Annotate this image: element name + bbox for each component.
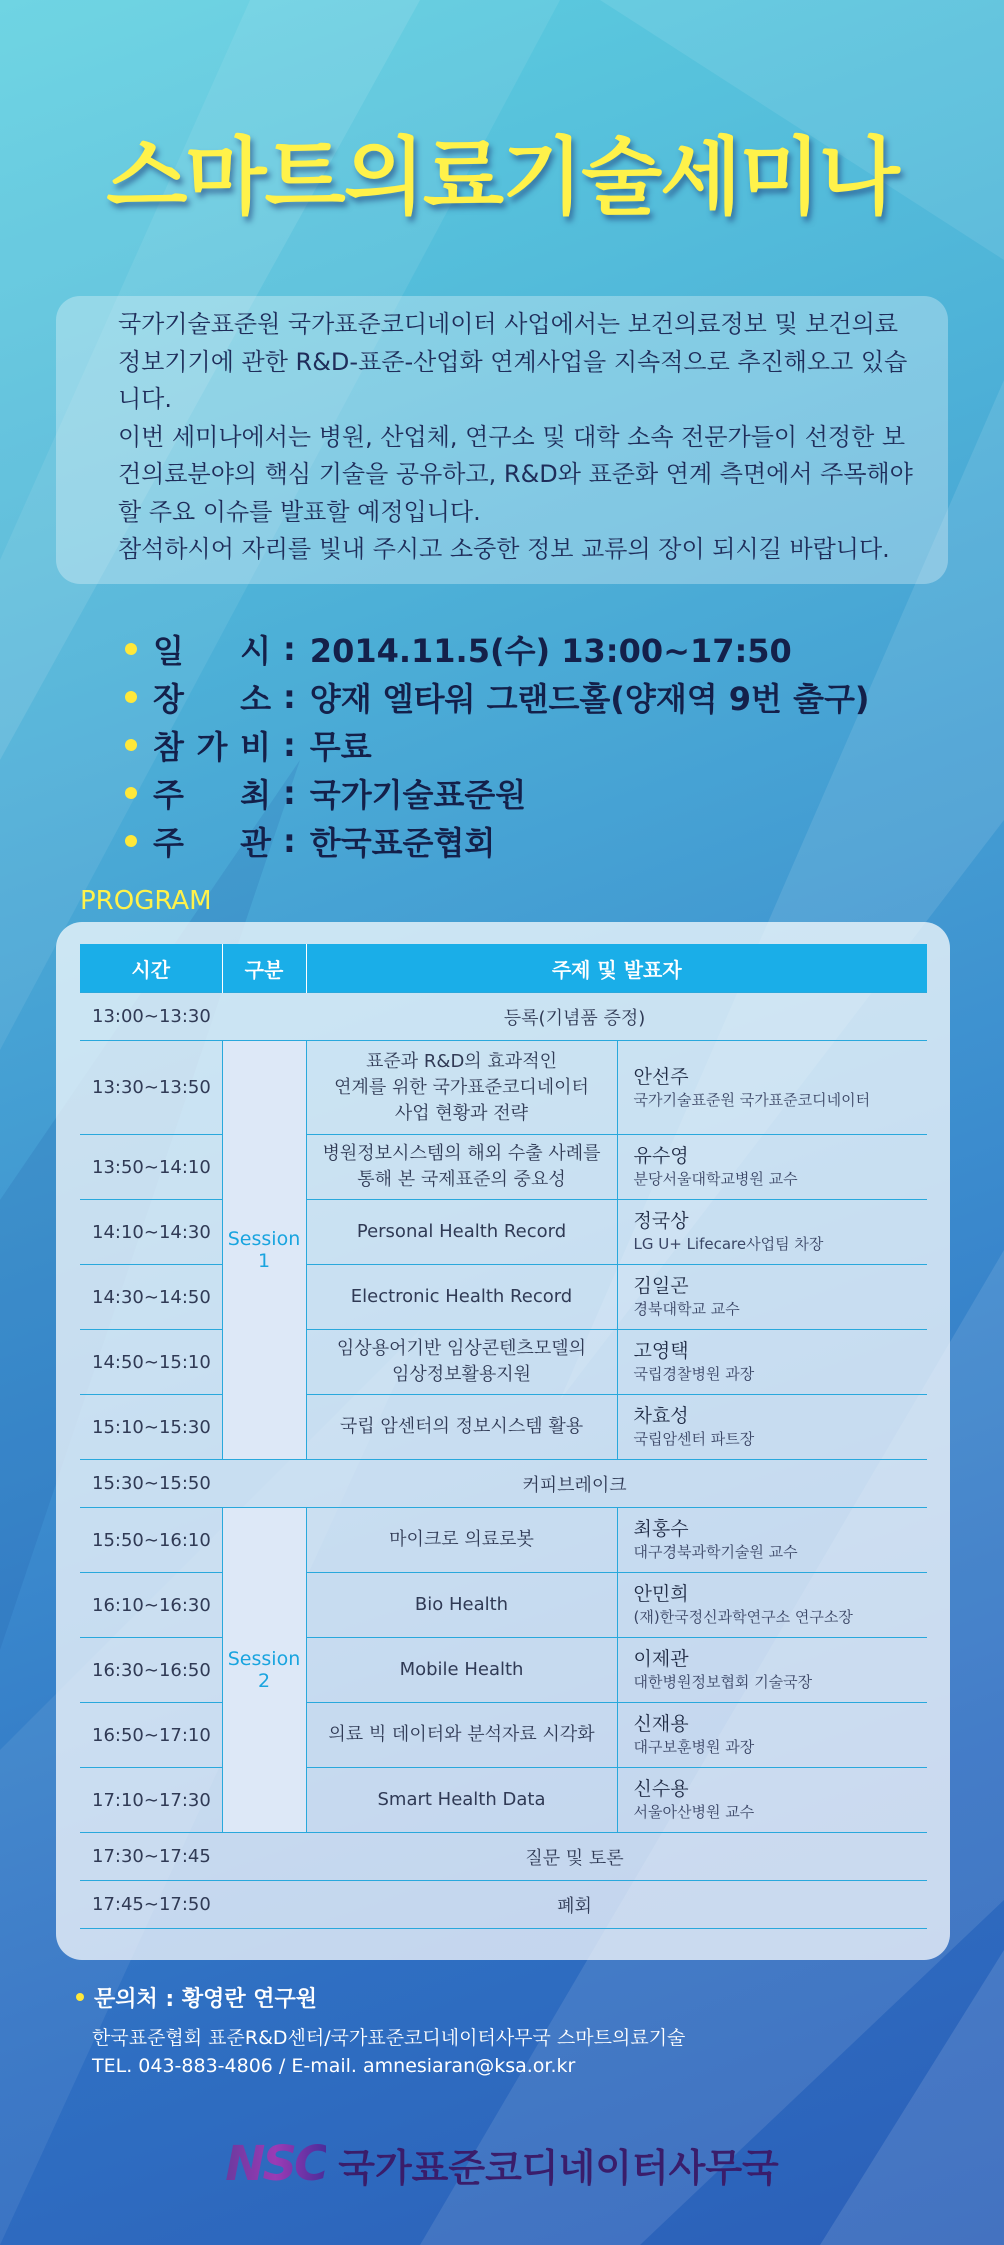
table-header-row — [80, 944, 927, 993]
contact-line2: 한국표준협회 표준R&D센터/국가표준코디네이터사무국 스마트의료기술 — [92, 2027, 686, 2049]
table-row — [80, 1703, 927, 1768]
info-organizer: 주 관 : 한국표준협회 — [125, 817, 870, 865]
program-panel — [56, 922, 950, 1960]
speaker-affiliation: 국립암센터 파트장 — [633, 1430, 755, 1448]
row-speaker — [617, 1200, 927, 1265]
speaker-affiliation: 분당서울대학교병원 교수 — [633, 1170, 798, 1188]
speaker-name: 신수용 — [633, 1778, 689, 1800]
speaker-name: 유수영 — [633, 1145, 689, 1167]
row-time: 13:30∼13:50 — [80, 1041, 222, 1135]
row-time: 13:50∼14:10 — [80, 1135, 222, 1200]
row-time: 14:30∼14:50 — [80, 1265, 222, 1330]
session-1-label: Session 1 — [222, 1041, 306, 1460]
row-topic: Personal Health Record — [306, 1200, 617, 1265]
row-time: 15:50∼16:10 — [80, 1508, 222, 1573]
table-row — [80, 1638, 927, 1703]
info-value: 국가기술표준원 — [309, 776, 527, 814]
row-time: 15:30∼15:50 — [80, 1460, 222, 1508]
contact-info — [76, 1980, 685, 2080]
bullet-icon — [125, 691, 137, 703]
info-label: 참 가 비 — [153, 728, 271, 766]
row-speaker — [617, 1330, 927, 1395]
contact-detail — [92, 2024, 685, 2080]
footer — [0, 2132, 1004, 2196]
info-value: 무료 — [309, 728, 372, 766]
info-label: 장 소 — [153, 680, 271, 718]
row-time: 15:10∼15:30 — [80, 1395, 222, 1460]
seminar-title: 스마트의료기술세미나 — [106, 128, 898, 226]
intro-text: 국가기술표준원 국가표준코디네이터 사업에서는 보건의료정보 및 보건의료정보기기에 관한 R&D-표준-산업화 연계사업을 지속적으로 추진해오고 있습니다. 이번 세미나에서는 병원, 산업체, 연구소 및 대학 소속 전문가들이 선정한 보건의료분야의 핵심 기술을 공유하고, R&D와 표준화 연계 측면에서 주목해야할 주요 이슈를 발표할 예정입니다. 참석하시어 자리를 빛내 주시고 소중한 정보 교류의 장이 되시길 바랍니다. — [118, 310, 913, 563]
row-topic: 병원정보시스템의 해외 수출 사례를 통해 본 국제표준의 중요성 — [306, 1135, 617, 1200]
speaker-affiliation: 서울아산병원 교수 — [633, 1803, 755, 1821]
contact-line1: 문의처 : 황영란 연구원 — [94, 1986, 318, 2012]
row-speaker — [617, 1395, 927, 1460]
row-speaker — [617, 1703, 927, 1768]
intro-box — [56, 296, 948, 584]
row-time: 16:10∼16:30 — [80, 1573, 222, 1638]
row-topic: 국립 암센터의 정보시스템 활용 — [306, 1395, 617, 1460]
row-speaker — [617, 1265, 927, 1330]
speaker-affiliation: 경북대학교 교수 — [633, 1300, 740, 1318]
row-speaker — [617, 1508, 927, 1573]
speaker-affiliation: (재)한국정신과학연구소 연구소장 — [633, 1608, 853, 1626]
speaker-affiliation: 대한병원정보협회 기술국장 — [633, 1673, 813, 1691]
header-session: 구분 — [222, 944, 306, 993]
row-time: 17:30∼17:45 — [80, 1833, 222, 1881]
nsc-logo — [225, 2136, 778, 2192]
info-date: 일 시 : 2014.11.5(수) 13:00∼17:50 — [125, 625, 870, 673]
org-name: 국가표준코디네이터사무국 — [338, 2145, 779, 2190]
row-time: 13:00∼13:30 — [80, 993, 222, 1041]
info-label: 주 최 — [153, 776, 271, 814]
row-time: 16:50∼17:10 — [80, 1703, 222, 1768]
row-speaker — [617, 1768, 927, 1833]
table-row — [80, 993, 927, 1041]
speaker-name: 최홍수 — [633, 1518, 689, 1540]
row-speaker — [617, 1041, 927, 1135]
logo-mark: NSC — [225, 2136, 327, 2192]
speaker-affiliation: 국가기술표준원 국가표준코디네이터 — [633, 1090, 871, 1109]
program-heading: PROGRAM — [80, 886, 212, 916]
row-time: 17:10∼17:30 — [80, 1768, 222, 1833]
bullet-icon — [125, 643, 137, 655]
speaker-affiliation: LG U+ Lifecare사업팀 차장 — [633, 1235, 824, 1253]
header-topic: 주제 및 발표자 — [306, 944, 927, 993]
table-row — [80, 1508, 927, 1573]
row-time: 14:50∼15:10 — [80, 1330, 222, 1395]
table-row — [80, 1833, 927, 1881]
row-full: 폐회 — [222, 1881, 927, 1929]
speaker-name: 정국상 — [633, 1210, 689, 1232]
speaker-name: 이제관 — [633, 1648, 689, 1670]
row-speaker — [617, 1135, 927, 1200]
row-topic: Mobile Health — [306, 1638, 617, 1703]
contact-person — [76, 1980, 685, 2014]
info-fee: 참 가 비 : 무료 — [125, 721, 870, 769]
row-full: 질문 및 토론 — [222, 1833, 927, 1881]
table-row — [80, 1041, 927, 1135]
row-topic: Smart Health Data — [306, 1768, 617, 1833]
row-full: 커피브레이크 — [222, 1460, 927, 1508]
bullet-icon — [125, 739, 137, 751]
row-speaker — [617, 1638, 927, 1703]
table-row — [80, 1265, 927, 1330]
table-row — [80, 1200, 927, 1265]
row-time: 14:10∼14:30 — [80, 1200, 222, 1265]
info-host: 주 최 : 국가기술표준원 — [125, 769, 870, 817]
table-row — [80, 1881, 927, 1929]
table-row — [80, 1330, 927, 1395]
row-topic: 표준과 R&D의 효과적인 연계를 위한 국가표준코디네이터 사업 현황과 전략 — [306, 1041, 617, 1135]
info-value: 2014.11.5(수) 13:00∼17:50 — [309, 632, 792, 670]
row-topic: Bio Health — [306, 1573, 617, 1638]
speaker-name: 신재용 — [633, 1713, 689, 1735]
event-info — [125, 625, 870, 865]
row-topic: 마이크로 의료로봇 — [306, 1508, 617, 1573]
bullet-icon — [125, 787, 137, 799]
program-table — [80, 944, 927, 1929]
table-row — [80, 1395, 927, 1460]
row-full: 등록(기념품 증정) — [222, 993, 927, 1041]
table-row — [80, 1768, 927, 1833]
bullet-icon — [76, 1993, 84, 2001]
row-topic: Electronic Health Record — [306, 1265, 617, 1330]
speaker-affiliation: 대구경북과학기술원 교수 — [633, 1543, 798, 1561]
row-topic: 임상용어기반 임상콘텐츠모델의 임상정보활용지원 — [306, 1330, 617, 1395]
info-place: 장 소 : 양재 엘타워 그랜드홀(양재역 9번 출구) — [125, 673, 870, 721]
speaker-affiliation: 대구보훈병원 과장 — [633, 1738, 755, 1756]
speaker-name: 고영택 — [633, 1340, 689, 1362]
speaker-name: 안민희 — [633, 1583, 689, 1605]
row-topic: 의료 빅 데이터와 분석자료 시각화 — [306, 1703, 617, 1768]
row-speaker — [617, 1573, 927, 1638]
bullet-icon — [125, 835, 137, 847]
speaker-name: 안선주 — [633, 1065, 689, 1088]
info-label: 일 시 — [153, 632, 271, 670]
row-time: 16:30∼16:50 — [80, 1638, 222, 1703]
table-row — [80, 1573, 927, 1638]
contact-line3: TEL. 043-883-4806 / E-mail. amnesiaran@ksa.or.kr — [92, 2055, 576, 2077]
info-label: 주 관 — [153, 824, 271, 862]
speaker-affiliation: 국립경찰병원 과장 — [633, 1365, 755, 1383]
table-row — [80, 1460, 927, 1508]
speaker-name: 김일곤 — [633, 1275, 689, 1297]
speaker-name: 차효성 — [633, 1405, 689, 1427]
session-2-label: Session 2 — [222, 1508, 306, 1833]
row-time: 17:45∼17:50 — [80, 1881, 222, 1929]
info-value: 한국표준협회 — [309, 824, 496, 862]
header-time: 시간 — [80, 944, 222, 993]
table-row — [80, 1135, 927, 1200]
info-value: 양재 엘타워 그랜드홀(양재역 9번 출구) — [309, 680, 870, 718]
